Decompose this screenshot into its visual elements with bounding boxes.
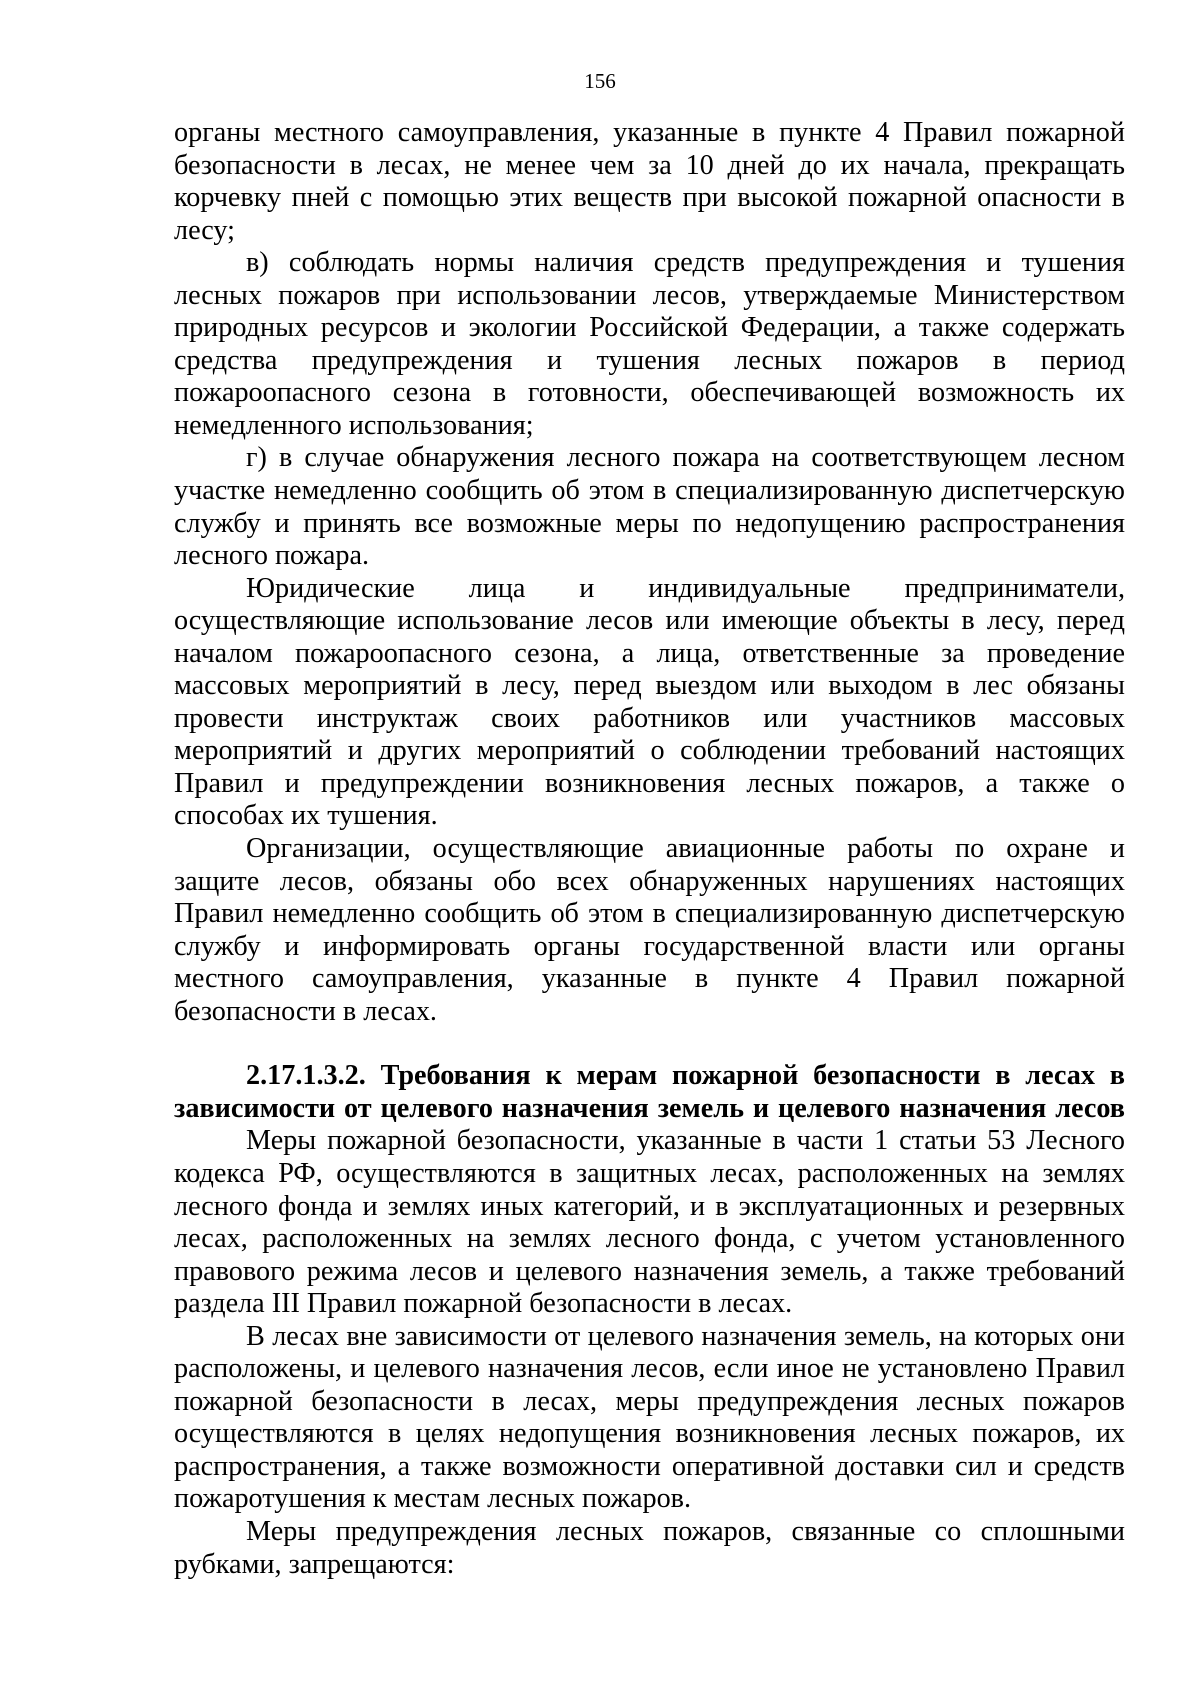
section-heading-line-2: зависимости от целевого назначения земель и целевого назначения лесов: [174, 1092, 1125, 1124]
section-heading-line-1: 2.17.1.3.2. Требования к мерам пожарной безопасности в лесах в: [246, 1060, 1125, 1092]
section-heading: [174, 1060, 1125, 1125]
paragraph-fire-safety-measures: Меры пожарной безопасности, указанные в части 1 статьи 53 Лесного кодекса РФ, осуществляются в защитных лесах, расположенных на землях лесного фонда и землях иных категорий, и в эксплуатационных и резервных лесах, расположенных на землях лесного фонда, с учетом установленного правового режима лесов и целевого назначения земель, а также требований раздела III Правил пожарной безопасности в лесах.: [174, 1125, 1125, 1320]
paragraph-forest-prevention: В лесах вне зависимости от целевого назначения земель, на которых они расположены, и целевого назначения лесов, если иное не установлено Правил пожарной безопасности в лесах, меры предупреждения лесных пожаров осуществляются в целях недопущения возникновения лесных пожаров, их распространения, а также возможности оперативной доставки сил и средств пожаротушения к местам лесных пожаров.: [174, 1320, 1125, 1515]
paragraph-item-v: в) соблюдать нормы наличия средств предупреждения и тушения лесных пожаров при использовании лесов, утверждаемые Министерством природных ресурсов и экологии Российской Федерации, а также содержать средства предупреждения и тушения лесных пожаров в период пожароопасного сезона в готовности, обеспечивающей возможность их немедленного использования;: [174, 247, 1125, 441]
paragraph-aviation-organizations: Организации, осуществляющие авиационные работы по охране и защите лесов, обязаны обо всех обнаруженных нарушениях настоящих Правил немедленно сообщить об этом в специализированную диспетчерскую службу и информировать органы государственной власти или органы местного самоуправления, указанные в пункте 4 Правил пожарной безопасности в лесах.: [174, 833, 1125, 1027]
paragraph-item-g: г) в случае обнаружения лесного пожара на соответствующем лесном участке немедленно сообщить об этом в специализированную диспетчерскую службу и принять все возможные меры по недопущению распространения лесного пожара.: [174, 442, 1125, 572]
paragraph-legal-entities: Юридические лица и индивидуальные предприниматели, осуществляющие использование лесов или имеющие объекты в лесу, перед началом пожароопасного сезона, а лица, ответственные за проведение массовых мероприятий в лесу, перед выездом или выходом в лес обязаны провести инструктаж своих работников или участников массовых мероприятий и других мероприятий о соблюдении требований настоящих Правил и предупреждении возникновения лесных пожаров, а также о способах их тушения.: [174, 572, 1125, 832]
paragraph-continuation: органы местного самоуправления, указанные в пункте 4 Правил пожарной безопасности в лесах, не менее чем за 10 дней до их начала, прекращать корчевку пней с помощью этих веществ при высокой пожарной опасности в лесу;: [174, 117, 1125, 246]
document-body: [174, 117, 1125, 1581]
paragraph-clear-cutting: Меры предупреждения лесных пожаров, связанные со сплошными рубками, запрещаются:: [174, 1515, 1125, 1580]
page-number: 156: [584, 69, 616, 93]
